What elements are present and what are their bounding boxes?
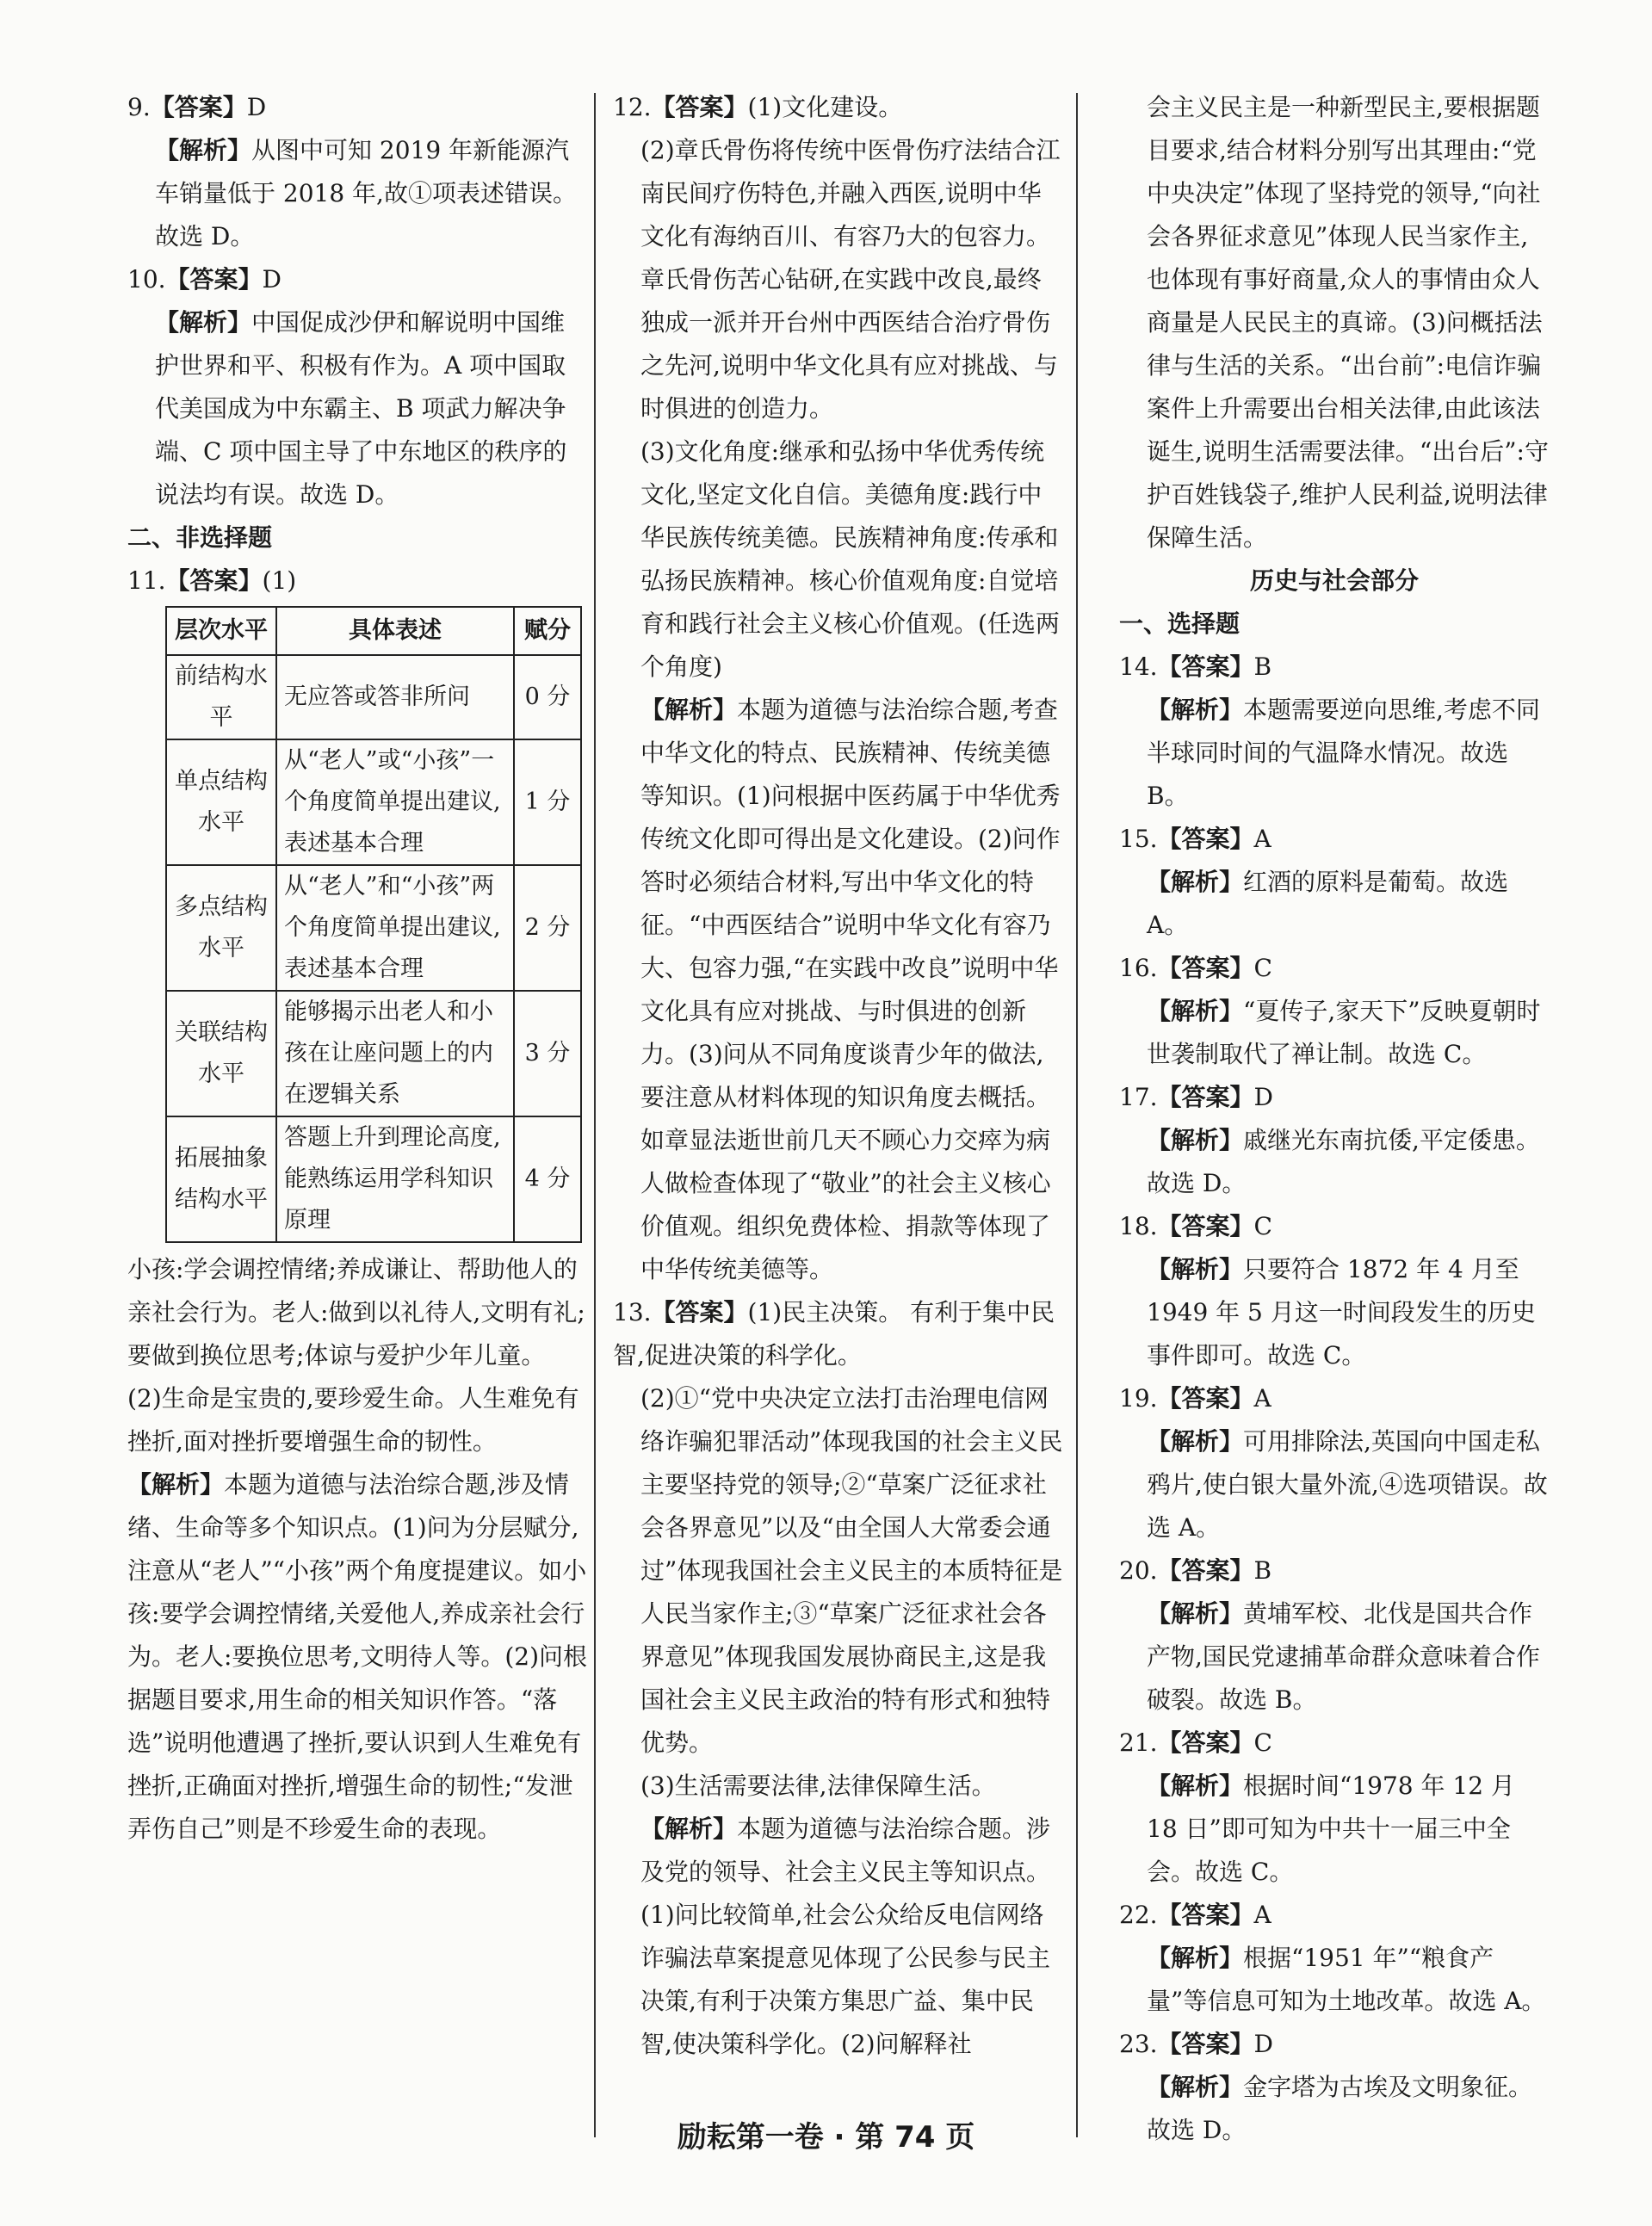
list-item bbox=[1119, 1076, 1550, 1119]
item-answer: A bbox=[1253, 1384, 1271, 1413]
q13-part2: (2)①“党中央决定立法打击治理电信网络诈骗犯罪活动”体现我国的社会主义民主要坚持党的领导;②“草案广泛征求社会各界意见”以及“由全国人大常委会通过”体现我国社会主义民主的本质特征是人民当家作主;③“草案广泛征求社会各界意见”体现我国发展协商民主,这是我国社会主义民主政治的特有形式和独特优势。 bbox=[640, 1384, 1063, 1757]
item-answer: C bbox=[1253, 954, 1272, 982]
list-item-analysis bbox=[1119, 990, 1550, 1076]
list-item-analysis bbox=[1119, 1765, 1550, 1894]
list-item-analysis bbox=[1119, 1248, 1550, 1377]
answer-tag: 【答案】 bbox=[1157, 954, 1254, 982]
item-analysis: 可用排除法,英国向中国走私鸦片,使白银大量外流,④选项错误。故选 A。 bbox=[1147, 1427, 1548, 1542]
q11-text2: (2)生命是宝贵的,要珍爱生命。人生难免有挫折,面对挫折要增强生命的韧性。 bbox=[127, 1384, 579, 1456]
list-item bbox=[1119, 1205, 1550, 1248]
answer-tag: 【答案】 bbox=[1157, 652, 1254, 681]
list-item bbox=[1119, 2023, 1550, 2066]
list-item bbox=[1119, 818, 1550, 861]
section-title-history: 历史与社会部分 bbox=[1249, 566, 1419, 595]
item-number: 17. bbox=[1119, 1083, 1158, 1111]
analysis-tag: 【解析】 bbox=[1147, 696, 1244, 724]
list-item bbox=[1119, 1549, 1550, 1592]
list-item-analysis bbox=[1119, 1119, 1550, 1205]
item-analysis: 只要符合 1872 年 4 月至 1949 年 5 月这一时间段发生的历史事件即可。故选 C。 bbox=[1147, 1255, 1536, 1370]
answer-tag: 【答案】 bbox=[1157, 1083, 1254, 1111]
q13-analysis: 【解析】本题为道德与法治综合题。涉及党的领导、社会主义民主等知识点。(1)问比较简单,社会公众给反电信网络诈骗法草案提意见体现了公民参与民主决策,有利于决策方集思广益、集中民智,使决策科学化。(2)问解释社 bbox=[640, 1815, 1051, 2058]
column-right bbox=[1119, 86, 1550, 2152]
item-analysis: 金字塔为古埃及文明象征。故选 D。 bbox=[1147, 2073, 1533, 2144]
list-item bbox=[1119, 1722, 1550, 1765]
list-item bbox=[1119, 1894, 1550, 1937]
table-row: 多点结构水平 从“老人”和“小孩”两个角度简单提出建议,表述基本合理 2 分 bbox=[166, 865, 581, 991]
item-analysis: 红酒的原料是葡萄。故选 A。 bbox=[1147, 868, 1509, 939]
item-answer: B bbox=[1253, 652, 1272, 681]
column-divider-1 bbox=[594, 93, 596, 2137]
item-analysis: “夏传子,家天下”反映夏朝时世袭制取代了禅让制。故选 C。 bbox=[1147, 997, 1541, 1068]
answer-tag: 【答案】 bbox=[1157, 825, 1254, 853]
q11-analysis: 【解析】本题为道德与法治综合题,涉及情绪、生命等多个知识点。(1)问为分层赋分,注意从“老人”“小孩”两个角度提建议。如小孩:要学会调控情绪,关爱他人,养成亲社会行为。老人:要换位思考,文明待人等。(2)问根据题目要求,用生命的相关知识作答。“落选”说明他遭遇了挫折,要认识到人生难免有挫折,正确面对挫折,增强生命的韧性;“发泄弄伤自己”则是不珍爱生命的表现。 bbox=[127, 1470, 587, 1843]
analysis-tag: 【解析】 bbox=[1147, 997, 1244, 1025]
table-row: 单点结构水平 从“老人”或“小孩”一个角度简单提出建议,表述基本合理 1 分 bbox=[166, 739, 581, 865]
history-answer-list bbox=[1119, 646, 1550, 2152]
analysis-tag: 【解析】 bbox=[1147, 1126, 1244, 1154]
item-analysis: 黄埔军校、北伐是国共合作产物,国民党逮捕革命群众意味着合作破裂。故选 B。 bbox=[1147, 1599, 1540, 1714]
q10-answer: 10.【答案】D bbox=[127, 265, 282, 294]
answer-tag: 【答案】 bbox=[1157, 1384, 1254, 1413]
table-row: 前结构水平 无应答或答非所问 0 分 bbox=[166, 655, 581, 739]
answer-tag: 【答案】 bbox=[1157, 2030, 1254, 2058]
column-left bbox=[127, 86, 589, 1851]
q11-text1: 小孩:学会调控情绪;养成谦让、帮助他人的亲社会行为。老人:做到以礼待人,文明有礼;要做到换位思考;体谅与爱护少年儿童。 bbox=[127, 1255, 585, 1370]
item-number: 22. bbox=[1119, 1901, 1158, 1929]
list-item bbox=[1119, 1377, 1550, 1420]
q12-answer: 12.【答案】(1)文化建设。 bbox=[613, 93, 903, 121]
item-number: 15. bbox=[1119, 825, 1158, 853]
q12-part3: (3)文化角度:继承和弘扬中华优秀传统文化,坚定文化自信。美德角度:践行中华民族传统美德。民族精神角度:传承和弘扬民族精神。核心价值观角度:自觉培育和践行社会主义核心价值观。(任选两个角度) bbox=[640, 437, 1060, 681]
column-middle bbox=[613, 86, 1064, 2066]
item-analysis: 根据“1951 年”“粮食产量”等信息可知为土地改革。故选 A。 bbox=[1147, 1944, 1546, 2015]
table-row: 拓展抽象结构水平 答题上升到理论高度,能熟练运用学科知识原理 4 分 bbox=[166, 1116, 581, 1242]
q10-analysis: 【解析】中国促成沙伊和解说明中国维护世界和平、积极有作为。A 项中国取代美国成为中东霸主、B 项武力解决争端、C 项中国主导了中东地区的秩序的说法均有误。故选 D。 bbox=[155, 308, 567, 509]
item-answer: A bbox=[1253, 1901, 1271, 1929]
item-answer: C bbox=[1253, 1212, 1272, 1240]
item-analysis: 根据时间“1978 年 12 月 18 日”即可知为中共十一届三中全会。故选 C。 bbox=[1147, 1772, 1515, 1886]
list-item-analysis bbox=[1119, 1420, 1550, 1549]
analysis-tag: 【解析】 bbox=[1147, 868, 1244, 896]
item-analysis: 本题需要逆向思维,考虑不同半球同时间的气温降水情况。故选 B。 bbox=[1147, 696, 1540, 810]
scoring-table bbox=[165, 606, 582, 1243]
q13-part3: (3)生活需要法律,法律保障生活。 bbox=[640, 1772, 996, 1800]
item-number: 21. bbox=[1119, 1728, 1158, 1757]
answer-tag: 【答案】 bbox=[1157, 1901, 1254, 1929]
scoring-table-header: 层次水平 具体表述 赋分 bbox=[166, 607, 581, 655]
q12-part2: (2)章氏骨伤将传统中医骨伤疗法结合江南民间疗伤特色,并融入西医,说明中华文化有海纳百川、有容乃大的包容力。章氏骨伤苦心钻研,在实践中改良,最终独成一派并开台州中西医结合治疗骨伤之先河,说明中华文化具有应对挑战、与时俱进的创造力。 bbox=[640, 136, 1061, 423]
list-item bbox=[1119, 646, 1550, 689]
list-item-analysis bbox=[1119, 1937, 1550, 2023]
item-answer: A bbox=[1253, 825, 1271, 853]
answer-tag: 【答案】 bbox=[1157, 1212, 1254, 1240]
page-footer: 励耘第一卷 · 第 74 页 bbox=[677, 2120, 975, 2155]
analysis-tag: 【解析】 bbox=[1147, 1427, 1244, 1456]
section-heading-nonchoice: 二、非选择题 bbox=[127, 523, 273, 552]
analysis-tag: 【解析】 bbox=[1147, 1255, 1244, 1283]
list-item-analysis bbox=[1119, 689, 1550, 818]
item-answer: D bbox=[1253, 1083, 1273, 1111]
q12-analysis: 【解析】本题为道德与法治综合题,考查中华文化的特点、民族精神、传统美德等知识。(1)问根据中医药属于中华优秀传统文化即可得出是文化建设。(2)问作答时必须结合材料,写出中华文化的特征。“中西医结合”说明中华文化有容乃大、包容力强,“在实践中改良”说明中华文化具有应对挑战、与时俱进的创新力。(3)问从不同角度谈青少年的做法,要注意从材料体现的知识角度去概括。如章显法逝世前几天不顾心力交瘁为病人做检查体现了“敬业”的社会主义核心价值观。组织免费体检、捐款等体现了中华传统美德等。 bbox=[640, 696, 1061, 1283]
answer-tag: 【答案】 bbox=[1157, 1728, 1254, 1757]
item-answer: C bbox=[1253, 1728, 1272, 1757]
item-answer: D bbox=[1253, 2030, 1273, 2058]
table-row: 关联结构水平 能够揭示出老人和小孩在让座问题上的内在逻辑关系 3 分 bbox=[166, 991, 581, 1116]
q9-answer: 9.【答案】D bbox=[127, 93, 267, 121]
item-answer: B bbox=[1253, 1556, 1272, 1585]
answer-tag: 【答案】 bbox=[1157, 1556, 1254, 1585]
column-divider-2 bbox=[1076, 93, 1078, 2137]
item-analysis: 戚继光东南抗倭,平定倭患。故选 D。 bbox=[1147, 1126, 1540, 1197]
section-heading-choice: 一、选择题 bbox=[1119, 609, 1241, 638]
item-number: 20. bbox=[1119, 1556, 1158, 1585]
analysis-tag: 【解析】 bbox=[1147, 1944, 1244, 1972]
item-number: 18. bbox=[1119, 1212, 1158, 1240]
analysis-tag: 【解析】 bbox=[1147, 1599, 1244, 1628]
item-number: 23. bbox=[1119, 2030, 1158, 2058]
item-number: 14. bbox=[1119, 652, 1158, 681]
analysis-tag: 【解析】 bbox=[1147, 1772, 1244, 1800]
q11-answer: 11.【答案】(1) bbox=[127, 566, 297, 595]
q13-analysis-continued: 会主义民主是一种新型民主,要根据题目要求,结合材料分别写出其理由:“党中央决定”体现了坚持党的领导,“向社会各界征求意见”体现人民当家作主,也体现有事好商量,众人的事情由众人商量是人民民主的真谛。(3)问概括法律与生活的关系。“出台前”:电信诈骗案件上升需要出台相关法律,由此该法诞生,说明生活需要法律。“出台后”:守护百姓钱袋子,维护人民利益,说明法律保障生活。 bbox=[1147, 93, 1549, 552]
list-item bbox=[1119, 947, 1550, 990]
item-number: 19. bbox=[1119, 1384, 1158, 1413]
analysis-tag: 【解析】 bbox=[1147, 2073, 1244, 2101]
q9-analysis: 【解析】从图中可知 2019 年新能源汽车销量低于 2018 年,故①项表述错误。故选 D。 bbox=[155, 136, 577, 250]
list-item-analysis bbox=[1119, 861, 1550, 947]
q13-answer: 13.【答案】(1)民主决策。 有利于集中民智,促进决策的科学化。 bbox=[613, 1298, 1055, 1370]
list-item-analysis bbox=[1119, 1592, 1550, 1722]
item-number: 16. bbox=[1119, 954, 1158, 982]
